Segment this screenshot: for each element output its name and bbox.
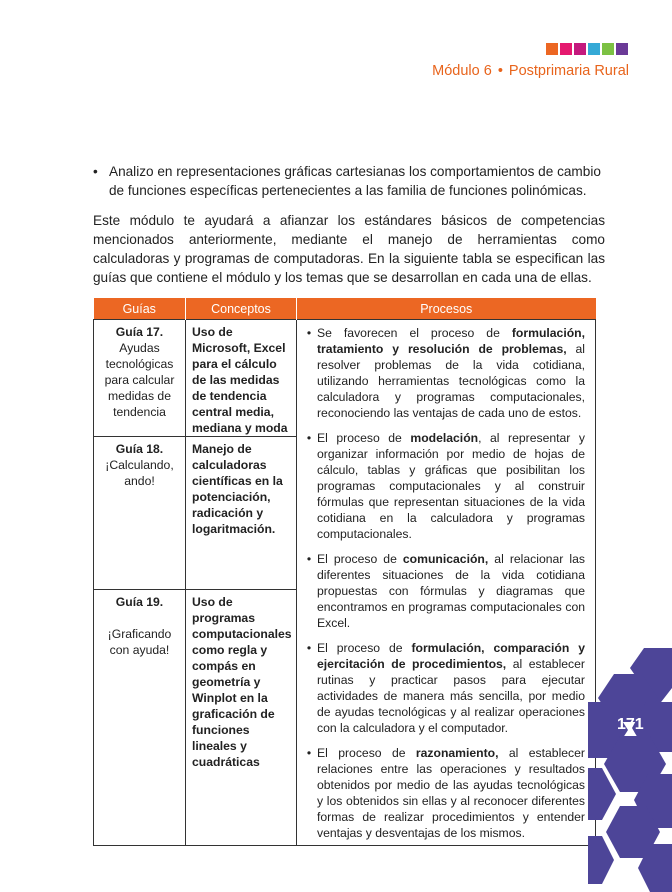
proceso-text: al establecer relaciones entre las operaciones y resultados obtenidos por medio de las ayudas tecnológicas y los obtenidos sin ellas y al reconocer diferentes formas de realizar procedimientos y entender ventajas y desventajas de los mismos. — [317, 746, 585, 840]
intro-paragraph: Este módulo te ayudará a afianzar los estándares básicos de competencias mencionados anteriormente, mediante el manejo de herramientas como calculadoras y programas de computadoras. En la siguiente tabla se especifican las guías que contiene el módulo y los temas que se desarrollan en cada una de ellas. — [93, 213, 605, 285]
proceso-keyword: formulación, comparación y ejercitación de procedimientos, — [317, 641, 585, 671]
proceso-bullet: • — [306, 326, 312, 340]
color-square — [616, 43, 628, 55]
proceso-text: El proceso de — [317, 746, 416, 760]
standard-bullet — [93, 162, 605, 200]
proceso-item — [301, 640, 585, 736]
guia-title: Guía 17. — [115, 325, 164, 339]
guia-cell — [94, 437, 186, 590]
color-squares — [546, 43, 628, 55]
guia-cell — [94, 320, 186, 437]
proceso-text: Se favorecen el proceso de — [317, 326, 512, 340]
bullet-text: Analizo en representaciones gráficas cartesianas los comportamientos de cambio de funciones específicas pertenecientes a las familia de funciones polinómicas. — [109, 164, 601, 198]
header-procesos: Procesos — [297, 298, 596, 320]
proceso-item — [301, 551, 585, 631]
color-square — [560, 43, 572, 55]
guia-name: ¡Graficando con ayuda! — [107, 627, 172, 657]
hexagon-shape — [588, 836, 614, 884]
proceso-bullet: • — [306, 431, 312, 445]
color-square — [602, 43, 614, 55]
guia-cell — [94, 590, 186, 846]
proceso-keyword: formulación, tratamiento y resolución de problemas, — [317, 326, 585, 356]
page-number: 171 — [617, 716, 644, 733]
hexagon-decoration — [588, 640, 672, 892]
proceso-item — [301, 745, 585, 841]
proceso-text: , al representar y organizar información por medio de hojas de cálculo, tablas y gráficas que posibilitan los programas computacionales y al construir fórmulas que representan situaciones de la vida cotidiana en la calculadora y programas computacionales. — [317, 431, 585, 541]
guia-name: Ayudas tecnológicas para calcular medidas de tendencia — [104, 341, 175, 419]
concept-cell: Manejo de calculadoras científicas en la potenciación, radicación y logaritmación. — [186, 437, 297, 590]
guia-title: Guía 18. — [115, 442, 164, 456]
proceso-text: al establecer rutinas y practicar pasos para ejecutar actividades de manera más sencilla, por medio de ayudas tecnológicas y al realizar operaciones con la calculadora y el computador. — [317, 657, 585, 735]
color-square — [574, 43, 586, 55]
proceso-keyword: razonamiento, — [415, 746, 499, 760]
proceso-item — [301, 430, 585, 542]
proceso-keyword: modelación — [410, 431, 479, 445]
proceso-text: El proceso de — [317, 552, 403, 566]
proceso-bullet: • — [306, 641, 312, 655]
proceso-bullet: • — [306, 746, 312, 760]
header-conceptos: Conceptos — [186, 298, 297, 320]
guides-table — [93, 298, 596, 846]
proceso-bullet: • — [306, 552, 312, 566]
program-label: Postprimaria Rural — [508, 63, 629, 79]
procesos-cell — [297, 320, 596, 846]
header-separator: • — [497, 63, 503, 79]
color-square — [588, 43, 600, 55]
proceso-item — [301, 325, 585, 421]
color-square — [546, 43, 558, 55]
table-row — [94, 320, 596, 437]
module-label: Módulo 6 — [432, 63, 492, 79]
bullet-marker: • — [93, 164, 98, 179]
proceso-text: al resolver problemas de la vida cotidiana, utilizando herramientas tecnológicas como la calculadora y programas computacionales, reconociendo las ventajas de cada uno de estos. — [317, 342, 585, 420]
proceso-text: El proceso de — [317, 641, 412, 655]
proceso-text: al relacionar las diferentes situaciones de la vida cotidiana propuestas con fórmulas y diagramas que encontramos en programas computacionales con Excel. — [317, 552, 585, 630]
concept-cell: Uso de Microsoft, Excel para el cálculo de las medidas de tendencia central media, mediana y moda — [186, 320, 297, 437]
concept-cell: Uso de programas computacionales como regla y compás en geometría y Winplot en la graficación de funciones lineales y cuadráticas — [186, 590, 297, 846]
module-header — [432, 63, 629, 79]
header-guias: Guías — [94, 298, 186, 320]
guia-title: Guía 19. — [115, 595, 164, 609]
guia-name: ¡Calculando, ando! — [105, 458, 174, 488]
proceso-text: El proceso de — [317, 431, 411, 445]
proceso-keyword: comunicación, — [402, 552, 489, 566]
